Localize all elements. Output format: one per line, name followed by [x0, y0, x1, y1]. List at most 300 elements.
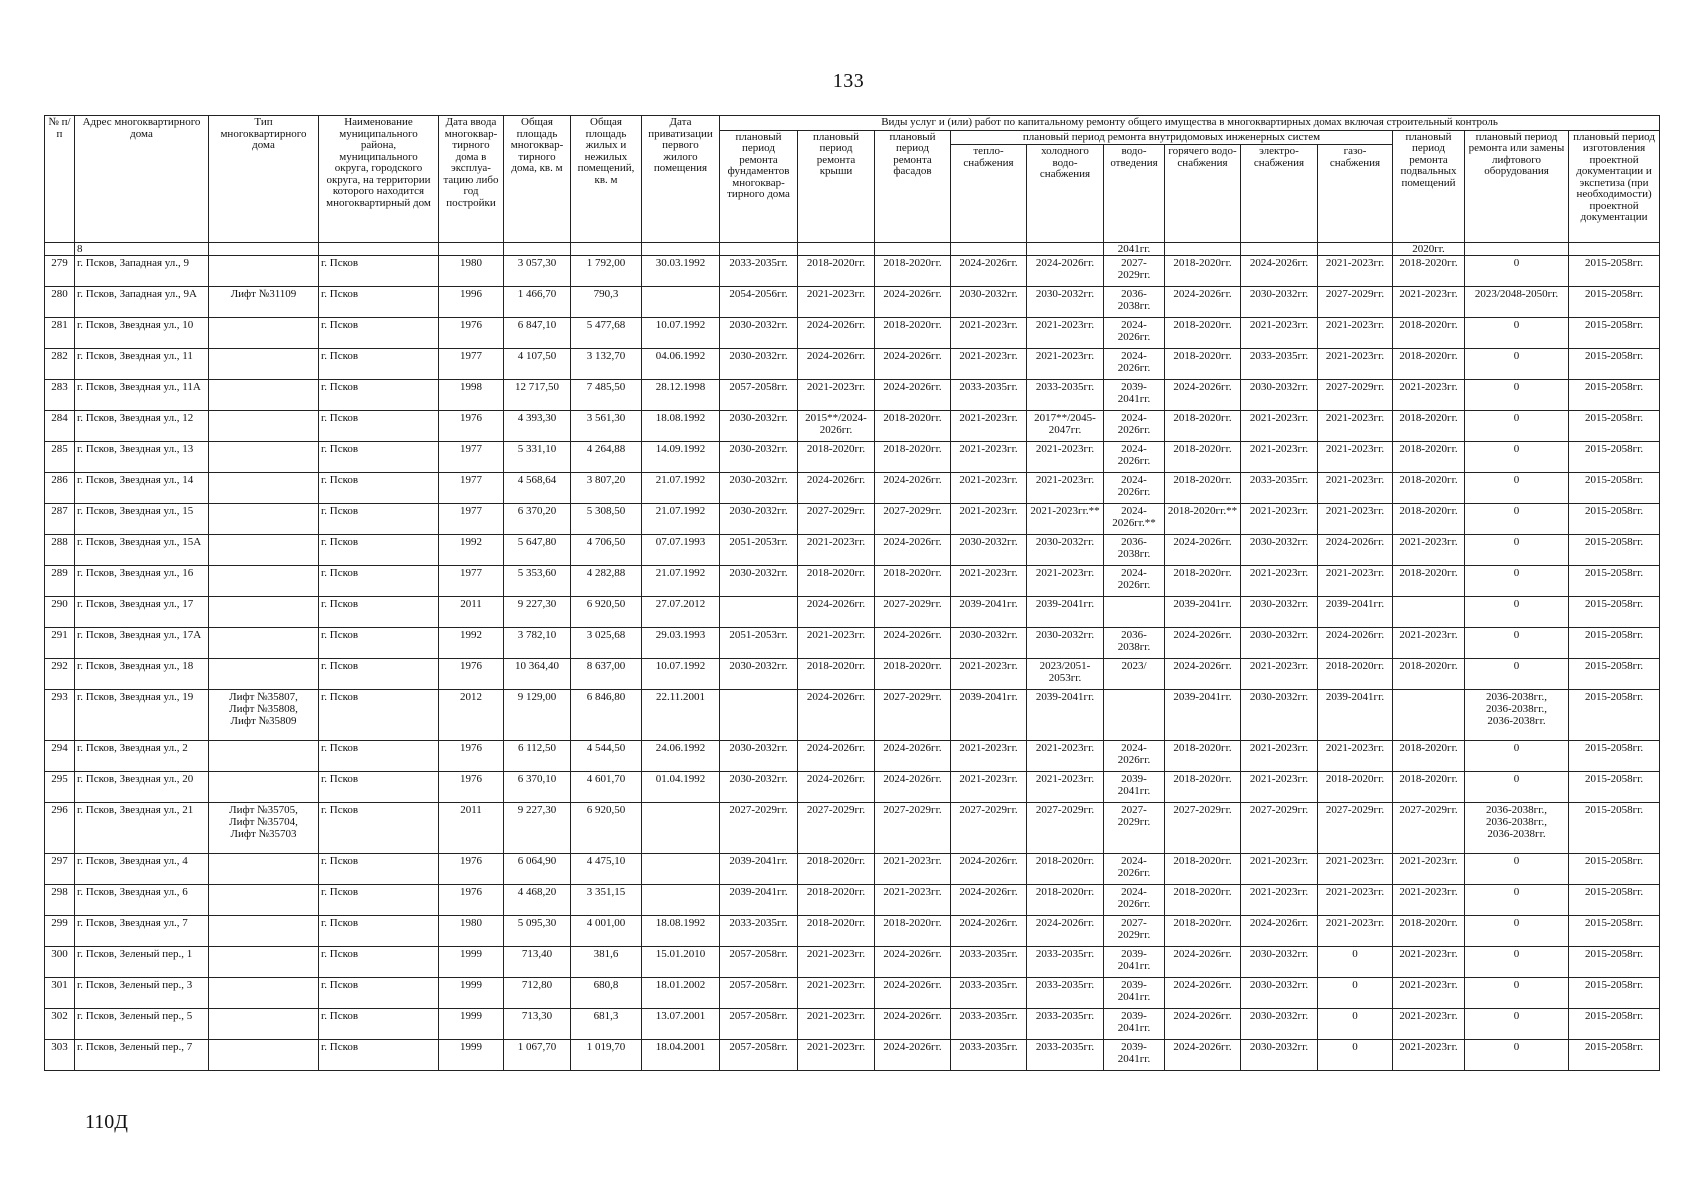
cell-cold-water: 2021-2023гг.	[1027, 318, 1104, 349]
cell-heat: 2021-2023гг.	[951, 411, 1027, 442]
cell-year: 1976	[439, 741, 504, 772]
cell-gas: 0	[1318, 1009, 1393, 1040]
cell-privatization: 18.08.1992	[642, 411, 720, 442]
cell-hot-water: 2018-2020гг.	[1165, 256, 1241, 287]
cell-living-area: 8 637,00	[571, 659, 642, 690]
cell-city: г. Псков	[319, 978, 439, 1009]
cell-elevator	[1465, 411, 1569, 442]
cell-total-area: 5 331,10	[504, 442, 571, 473]
cell-city: г. Псков	[319, 349, 439, 380]
cell-foundation: 2033-2035гг.	[720, 916, 798, 947]
cell-roof: 2027-2029гг.	[798, 803, 875, 854]
footer-code: 110Д	[85, 1111, 128, 1133]
cell-total-area: 6 847,10	[504, 318, 571, 349]
cell-type	[209, 978, 319, 1009]
cell-cold-water: 2021-2023гг.	[1027, 566, 1104, 597]
cell-city: г. Псков	[319, 916, 439, 947]
cell-cold-water: 2033-2035гг.	[1027, 978, 1104, 1009]
cell-heat: 2039-2041гг.	[951, 690, 1027, 741]
cell-roof: 2018-2020гг.	[798, 256, 875, 287]
cell-hot-water: 2024-2026гг.	[1165, 1040, 1241, 1071]
table-row	[45, 854, 1660, 885]
cell-gas: 2021-2023гг.	[1318, 854, 1393, 885]
cell-basement: 2018-2020гг.	[1393, 411, 1465, 442]
cell-elevator-line: 0	[1513, 855, 1520, 867]
cell-hot-water: 2018-2020гг.	[1165, 318, 1241, 349]
cell-year: 1976	[439, 854, 504, 885]
cell-project-docs: 2015-2058гг.	[1569, 349, 1660, 380]
cell-heat: 2033-2035гг.	[951, 1040, 1027, 1071]
cell-drainage: 2039-2041гг.	[1104, 380, 1165, 411]
cell-city: г. Псков	[319, 772, 439, 803]
cell-hot-water: 2039-2041гг.	[1165, 690, 1241, 741]
cell-foundation: 2030-2032гг.	[720, 318, 798, 349]
cell-city: г. Псков	[319, 803, 439, 854]
cell-privatization	[642, 854, 720, 885]
cell-type	[209, 318, 319, 349]
cell-privatization: 15.01.2010	[642, 947, 720, 978]
cell-elevator-line: 2036-2038гг.	[1487, 715, 1546, 727]
cell-type	[209, 504, 319, 535]
cell-total-area: 6 064,90	[504, 854, 571, 885]
cell-living-area: 6 846,80	[571, 690, 642, 741]
cell-no: 284	[45, 411, 75, 442]
cell-address: г. Псков, Звездная ул., 7	[75, 916, 209, 947]
cell-no: 301	[45, 978, 75, 1009]
cell-basement: 2021-2023гг.	[1393, 287, 1465, 318]
cell-city: г. Псков	[319, 256, 439, 287]
cell-no: 282	[45, 349, 75, 380]
cell-year: 1996	[439, 287, 504, 318]
cell-city: г. Псков	[319, 504, 439, 535]
cell-type	[209, 287, 319, 318]
cell-drainage: 2024-2026гг.	[1104, 566, 1165, 597]
cell-heat: 2033-2035гг.	[951, 1009, 1027, 1040]
cell-drainage: 2024-2026гг.	[1104, 411, 1165, 442]
cell-basement: 2018-2020гг.	[1393, 916, 1465, 947]
cell-drainage: 2039-2041гг.	[1104, 772, 1165, 803]
cell-elevator	[1465, 916, 1569, 947]
cell-project-docs: 2015-2058гг.	[1569, 659, 1660, 690]
cell-cold-water	[1027, 243, 1104, 256]
cell-elevator-line: 0	[1513, 948, 1520, 960]
cell-cold-water: 2033-2035гг.	[1027, 380, 1104, 411]
cell-living-area: 5 477,68	[571, 318, 642, 349]
header-basement: плановый период ремонта подвальных помещений	[1393, 130, 1465, 243]
cell-heat: 2021-2023гг.	[951, 659, 1027, 690]
cell-facade: 2027-2029гг.	[875, 504, 951, 535]
cell-privatization: 21.07.1992	[642, 566, 720, 597]
continuation-row	[45, 243, 1660, 256]
cell-hot-water: 2024-2026гг.	[1165, 947, 1241, 978]
cell-type	[209, 628, 319, 659]
cell-address: 8	[75, 243, 209, 256]
cell-total-area: 12 717,50	[504, 380, 571, 411]
cell-no	[45, 243, 75, 256]
cell-living-area: 1 792,00	[571, 256, 642, 287]
cell-city: г. Псков	[319, 473, 439, 504]
cell-basement: 2018-2020гг.	[1393, 772, 1465, 803]
cell-address: г. Псков, Звездная ул., 6	[75, 885, 209, 916]
cell-basement: 2018-2020гг.	[1393, 256, 1465, 287]
cell-total-area: 5 647,80	[504, 535, 571, 566]
cell-cold-water: 2017**/2045-2047гг.	[1027, 411, 1104, 442]
cell-basement: 2021-2023гг.	[1393, 380, 1465, 411]
cell-facade: 2018-2020гг.	[875, 256, 951, 287]
cell-type-line: Лифт №31109	[230, 288, 297, 300]
cell-project-docs: 2015-2058гг.	[1569, 947, 1660, 978]
cell-electricity: 2021-2023гг.	[1241, 411, 1318, 442]
cell-gas: 2021-2023гг.	[1318, 411, 1393, 442]
cell-foundation: 2057-2058гг.	[720, 978, 798, 1009]
cell-roof: 2021-2023гг.	[798, 1009, 875, 1040]
cell-type	[209, 473, 319, 504]
cell-electricity: 2030-2032гг.	[1241, 287, 1318, 318]
cell-privatization: 18.08.1992	[642, 916, 720, 947]
cell-living-area: 6 920,50	[571, 803, 642, 854]
cell-heat: 2030-2032гг.	[951, 628, 1027, 659]
header-hot-water: горячего водо-снабжения	[1165, 145, 1241, 243]
cell-gas: 0	[1318, 947, 1393, 978]
cell-roof	[798, 243, 875, 256]
cell-foundation: 2030-2032гг.	[720, 442, 798, 473]
header-foundation: плановый период ремонта фундаментов многоквар-тирного дома	[720, 130, 798, 243]
page-number: 133	[832, 70, 865, 92]
cell-elevator-line: 0	[1513, 319, 1520, 331]
cell-roof: 2024-2026гг.	[798, 473, 875, 504]
cell-electricity	[1241, 243, 1318, 256]
cell-total-area: 3 782,10	[504, 628, 571, 659]
cell-privatization: 18.01.2002	[642, 978, 720, 1009]
cell-city: г. Псков	[319, 1040, 439, 1071]
cell-address: г. Псков, Зеленый пер., 7	[75, 1040, 209, 1071]
cell-total-area: 1 067,70	[504, 1040, 571, 1071]
cell-privatization: 13.07.2001	[642, 1009, 720, 1040]
cell-privatization: 29.03.1993	[642, 628, 720, 659]
cell-drainage: 2027-2029гг.	[1104, 803, 1165, 854]
cell-address: г. Псков, Звездная ул., 15	[75, 504, 209, 535]
cell-cold-water: 2024-2026гг.	[1027, 916, 1104, 947]
cell-foundation: 2030-2032гг.	[720, 411, 798, 442]
cell-city: г. Псков	[319, 535, 439, 566]
cell-elevator	[1465, 690, 1569, 741]
header-no: № п/п	[45, 116, 75, 243]
cell-living-area: 381,6	[571, 947, 642, 978]
cell-gas: 2039-2041гг.	[1318, 597, 1393, 628]
cell-type-line: Лифт №35705,	[229, 804, 298, 816]
cell-type	[209, 916, 319, 947]
cell-roof: 2018-2020гг.	[798, 442, 875, 473]
table-header	[45, 116, 1660, 243]
cell-facade: 2018-2020гг.	[875, 318, 951, 349]
cell-address: г. Псков, Зеленый пер., 1	[75, 947, 209, 978]
cell-project-docs: 2015-2058гг.	[1569, 690, 1660, 741]
cell-gas: 2024-2026гг.	[1318, 628, 1393, 659]
cell-gas: 2021-2023гг.	[1318, 318, 1393, 349]
cell-elevator	[1465, 1040, 1569, 1071]
cell-type-line: Лифт №35703	[230, 828, 297, 840]
cell-project-docs: 2015-2058гг.	[1569, 772, 1660, 803]
cell-gas: 0	[1318, 978, 1393, 1009]
cell-no: 286	[45, 473, 75, 504]
cell-elevator-line: 2036-2038гг.,	[1486, 703, 1547, 715]
cell-total-area: 9 129,00	[504, 690, 571, 741]
cell-elevator	[1465, 349, 1569, 380]
cell-electricity: 2030-2032гг.	[1241, 947, 1318, 978]
cell-living-area: 3 561,30	[571, 411, 642, 442]
cell-type	[209, 442, 319, 473]
cell-foundation: 2030-2032гг.	[720, 349, 798, 380]
cell-hot-water: 2018-2020гг.	[1165, 566, 1241, 597]
cell-hot-water: 2018-2020гг.	[1165, 854, 1241, 885]
cell-privatization: 24.06.1992	[642, 741, 720, 772]
header-municipality: Наименование муниципального района, муниципального округа, городского округа, на территории которого находится многоквартирный дом	[319, 116, 439, 243]
cell-city: г. Псков	[319, 690, 439, 741]
cell-electricity: 2021-2023гг.	[1241, 442, 1318, 473]
cell-type	[209, 256, 319, 287]
cell-drainage	[1104, 597, 1165, 628]
cell-address: г. Псков, Звездная ул., 12	[75, 411, 209, 442]
cell-facade: 2021-2023гг.	[875, 885, 951, 916]
cell-privatization: 21.07.1992	[642, 504, 720, 535]
cell-electricity: 2030-2032гг.	[1241, 628, 1318, 659]
cell-elevator-line: 0	[1513, 773, 1520, 785]
cell-type	[209, 243, 319, 256]
cell-gas: 2018-2020гг.	[1318, 659, 1393, 690]
cell-elevator-line: 0	[1513, 1010, 1520, 1022]
cell-living-area: 3 351,15	[571, 885, 642, 916]
cell-heat: 2024-2026гг.	[951, 256, 1027, 287]
table-row	[45, 256, 1660, 287]
cell-electricity: 2033-2035гг.	[1241, 473, 1318, 504]
cell-no: 289	[45, 566, 75, 597]
cell-no: 299	[45, 916, 75, 947]
cell-hot-water: 2018-2020гг.	[1165, 741, 1241, 772]
cell-facade: 2018-2020гг.	[875, 566, 951, 597]
cell-facade: 2024-2026гг.	[875, 772, 951, 803]
cell-hot-water: 2024-2026гг.	[1165, 659, 1241, 690]
cell-cold-water: 2021-2023гг.	[1027, 349, 1104, 380]
cell-drainage: 2027-2029гг.	[1104, 916, 1165, 947]
cell-cold-water: 2027-2029гг.	[1027, 803, 1104, 854]
cell-electricity: 2030-2032гг.	[1241, 380, 1318, 411]
cell-heat: 2030-2032гг.	[951, 287, 1027, 318]
cell-roof: 2021-2023гг.	[798, 380, 875, 411]
cell-elevator	[1465, 947, 1569, 978]
cell-gas: 2021-2023гг.	[1318, 256, 1393, 287]
table-row	[45, 1009, 1660, 1040]
cell-no: 280	[45, 287, 75, 318]
cell-address: г. Псков, Звездная ул., 20	[75, 772, 209, 803]
cell-city: г. Псков	[319, 1009, 439, 1040]
cell-roof: 2024-2026гг.	[798, 597, 875, 628]
cell-basement	[1393, 597, 1465, 628]
cell-drainage: 2024-2026гг.	[1104, 318, 1165, 349]
cell-no: 283	[45, 380, 75, 411]
cell-type	[209, 659, 319, 690]
cell-roof: 2018-2020гг.	[798, 885, 875, 916]
cell-elevator	[1465, 287, 1569, 318]
cell-roof: 2021-2023гг.	[798, 1040, 875, 1071]
cell-electricity: 2024-2026гг.	[1241, 256, 1318, 287]
cell-elevator-line: 0	[1513, 350, 1520, 362]
cell-drainage: 2027-2029гг.	[1104, 256, 1165, 287]
cell-cold-water: 2021-2023гг.	[1027, 442, 1104, 473]
cell-foundation: 2027-2029гг.	[720, 803, 798, 854]
header-cold-water: холодного водо-снабжения	[1027, 145, 1104, 243]
cell-hot-water: 2024-2026гг.	[1165, 380, 1241, 411]
cell-address: г. Псков, Звездная ул., 11	[75, 349, 209, 380]
cell-year: 1977	[439, 566, 504, 597]
table-row	[45, 411, 1660, 442]
cell-elevator-line: 0	[1513, 979, 1520, 991]
cell-address: г. Псков, Звездная ул., 13	[75, 442, 209, 473]
table-row	[45, 916, 1660, 947]
cell-gas: 2021-2023гг.	[1318, 741, 1393, 772]
cell-roof: 2021-2023гг.	[798, 287, 875, 318]
cell-elevator	[1465, 854, 1569, 885]
cell-gas: 2039-2041гг.	[1318, 690, 1393, 741]
capital-repair-table	[44, 115, 1660, 1071]
cell-elevator-line: 0	[1513, 257, 1520, 269]
cell-cold-water: 2033-2035гг.	[1027, 947, 1104, 978]
cell-total-area: 10 364,40	[504, 659, 571, 690]
cell-foundation: 2030-2032гг.	[720, 659, 798, 690]
cell-heat: 2024-2026гг.	[951, 885, 1027, 916]
cell-electricity: 2030-2032гг.	[1241, 535, 1318, 566]
table-row	[45, 947, 1660, 978]
cell-drainage: 2024-2026гг.	[1104, 854, 1165, 885]
cell-type	[209, 947, 319, 978]
cell-total-area: 9 227,30	[504, 803, 571, 854]
cell-basement: 2021-2023гг.	[1393, 885, 1465, 916]
cell-drainage: 2039-2041гг.	[1104, 1040, 1165, 1071]
header-elevator: плановый период ремонта или замены лифтового оборудования	[1465, 130, 1569, 243]
cell-elevator-line: 2023/2048-2050гг.	[1474, 288, 1559, 300]
cell-type	[209, 885, 319, 916]
table-row	[45, 287, 1660, 318]
cell-facade: 2018-2020гг.	[875, 659, 951, 690]
cell-project-docs: 2015-2058гг.	[1569, 504, 1660, 535]
cell-cold-water: 2039-2041гг.	[1027, 597, 1104, 628]
cell-elevator	[1465, 442, 1569, 473]
cell-hot-water: 2024-2026гг.	[1165, 628, 1241, 659]
table-row	[45, 1040, 1660, 1071]
cell-electricity: 2021-2023гг.	[1241, 741, 1318, 772]
cell-living-area: 681,3	[571, 1009, 642, 1040]
table-row	[45, 504, 1660, 535]
cell-hot-water: 2024-2026гг.	[1165, 535, 1241, 566]
cell-living-area: 4 601,70	[571, 772, 642, 803]
cell-gas	[1318, 243, 1393, 256]
cell-elevator	[1465, 318, 1569, 349]
cell-address: г. Псков, Западная ул., 9А	[75, 287, 209, 318]
cell-roof: 2018-2020гг.	[798, 854, 875, 885]
cell-elevator-line: 0	[1513, 1041, 1520, 1053]
cell-no: 295	[45, 772, 75, 803]
cell-basement: 2018-2020гг.	[1393, 504, 1465, 535]
cell-drainage: 2024-2026гг.	[1104, 473, 1165, 504]
cell-cold-water: 2030-2032гг.	[1027, 535, 1104, 566]
cell-facade: 2027-2029гг.	[875, 803, 951, 854]
cell-heat: 2033-2035гг.	[951, 978, 1027, 1009]
cell-cold-water: 2033-2035гг.	[1027, 1009, 1104, 1040]
cell-address: г. Псков, Зеленый пер., 3	[75, 978, 209, 1009]
cell-privatization	[642, 885, 720, 916]
cell-drainage: 2041гг.	[1104, 243, 1165, 256]
cell-city: г. Псков	[319, 597, 439, 628]
cell-city: г. Псков	[319, 318, 439, 349]
cell-hot-water: 2018-2020гг.	[1165, 772, 1241, 803]
cell-privatization	[642, 243, 720, 256]
cell-gas: 2021-2023гг.	[1318, 916, 1393, 947]
cell-type	[209, 741, 319, 772]
cell-elevator-line: 2036-2038гг.	[1487, 828, 1546, 840]
cell-total-area: 5 353,60	[504, 566, 571, 597]
cell-elevator	[1465, 628, 1569, 659]
cell-foundation: 2051-2053гг.	[720, 535, 798, 566]
cell-city: г. Псков	[319, 741, 439, 772]
cell-foundation: 2057-2058гг.	[720, 1040, 798, 1071]
cell-address: г. Псков, Звездная ул., 19	[75, 690, 209, 741]
cell-city: г. Псков	[319, 411, 439, 442]
cell-foundation	[720, 597, 798, 628]
cell-privatization: 07.07.1993	[642, 535, 720, 566]
cell-total-area: 4 107,50	[504, 349, 571, 380]
header-systems-group: плановый период ремонта внутридомовых инженерных систем	[951, 130, 1393, 145]
table-row	[45, 535, 1660, 566]
cell-basement: 2021-2023гг.	[1393, 978, 1465, 1009]
cell-drainage: 2039-2041гг.	[1104, 947, 1165, 978]
cell-type	[209, 690, 319, 741]
header-drainage: водо-отведения	[1104, 145, 1165, 243]
table-row	[45, 690, 1660, 741]
cell-facade: 2024-2026гг.	[875, 349, 951, 380]
cell-facade: 2024-2026гг.	[875, 1009, 951, 1040]
cell-no: 291	[45, 628, 75, 659]
cell-year: 1977	[439, 473, 504, 504]
cell-city: г. Псков	[319, 380, 439, 411]
cell-no: 297	[45, 854, 75, 885]
table-row	[45, 978, 1660, 1009]
cell-living-area: 4 544,50	[571, 741, 642, 772]
cell-total-area: 4 468,20	[504, 885, 571, 916]
cell-privatization: 21.07.1992	[642, 473, 720, 504]
cell-privatization: 10.07.1992	[642, 659, 720, 690]
cell-gas: 2018-2020гг.	[1318, 772, 1393, 803]
cell-hot-water: 2027-2029гг.	[1165, 803, 1241, 854]
cell-total-area: 6 370,20	[504, 504, 571, 535]
cell-elevator-line: 0	[1513, 598, 1520, 610]
cell-heat: 2021-2023гг.	[951, 772, 1027, 803]
cell-year: 1976	[439, 772, 504, 803]
cell-elevator	[1465, 504, 1569, 535]
cell-year: 1998	[439, 380, 504, 411]
cell-elevator-line: 2036-2038гг.,	[1486, 691, 1547, 703]
cell-facade: 2024-2026гг.	[875, 628, 951, 659]
cell-heat: 2024-2026гг.	[951, 854, 1027, 885]
cell-type	[209, 772, 319, 803]
cell-basement: 2021-2023гг.	[1393, 947, 1465, 978]
cell-year: 2011	[439, 803, 504, 854]
cell-gas: 2027-2029гг.	[1318, 287, 1393, 318]
cell-elevator	[1465, 741, 1569, 772]
cell-basement: 2018-2020гг.	[1393, 349, 1465, 380]
cell-living-area: 4 282,88	[571, 566, 642, 597]
cell-drainage: 2036-2038гг.	[1104, 535, 1165, 566]
cell-type	[209, 1009, 319, 1040]
cell-elevator	[1465, 256, 1569, 287]
